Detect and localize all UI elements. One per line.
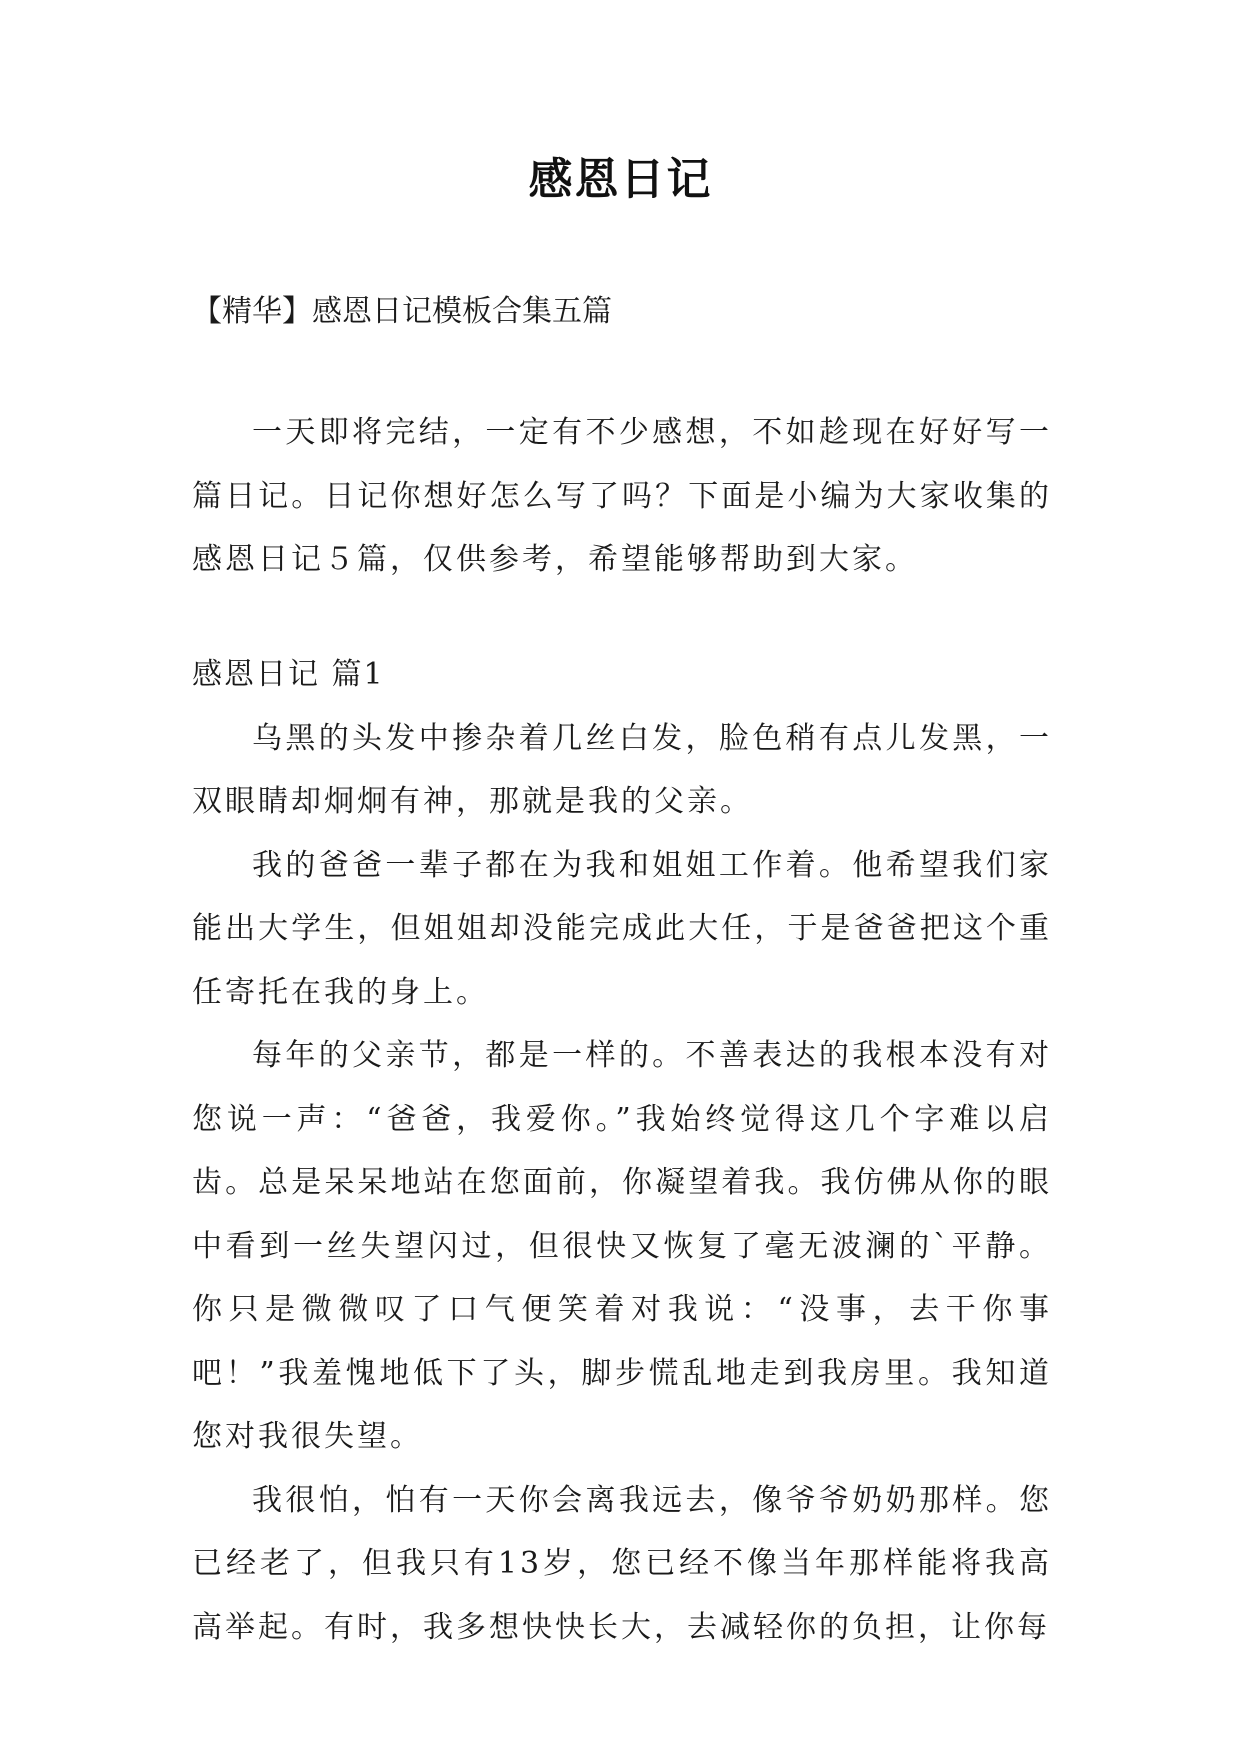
intro-paragraph: 一天即将完结，一定有不少感想，不如趁现在好好写一篇日记。日记你想好怎么写了吗？下面是小编为大家收集的感恩日记５篇，仅供参考，希望能够帮助到大家。 [192, 415, 1052, 577]
section-heading: 感恩日记 篇1 [192, 657, 385, 692]
paragraph-2: 我的爸爸一辈子都在为我和姐姐工作着。他希望我们家能出大学生，但姐姐却没能完成此大任，于是爸爸把这个重任寄托在我的身上。 [192, 847, 1052, 1010]
document-title: 感恩日记 [528, 154, 713, 205]
section-1 [192, 643, 1052, 1659]
paragraph-4: 我很怕，怕有一天你会离我远去，像爷爷奶奶那样。您已经老了，但我只有13岁，您已经不像当年那样能将我高高举起。有时，我多想快快长大，去减轻你的负担，让你每 [192, 1482, 1052, 1645]
paragraph-3: 每年的父亲节，都是一样的。不善表达的我根本没有对您说一声：“爸爸，我爱你。”我始终觉得这几个字难以启齿。总是呆呆地站在您面前，你凝望着我。我仿佛从你的眼中看到一丝失望闪过，但很快又恢复了毫无波澜的`平静。你只是微微叹了口气便笑着对我说：“没事，去干你事吧！”我羞愧地低下了头，脚步慌乱地走到我房里。我知道您对我很失望。 [192, 1038, 1052, 1454]
document-subtitle: 【精华】感恩日记模板合集五篇 [192, 294, 612, 329]
paragraph-1: 乌黑的头发中掺杂着几丝白发，脸色稍有点儿发黑，一双眼睛却炯炯有神，那就是我的父亲。 [192, 720, 1052, 819]
intro-block [192, 401, 1052, 592]
